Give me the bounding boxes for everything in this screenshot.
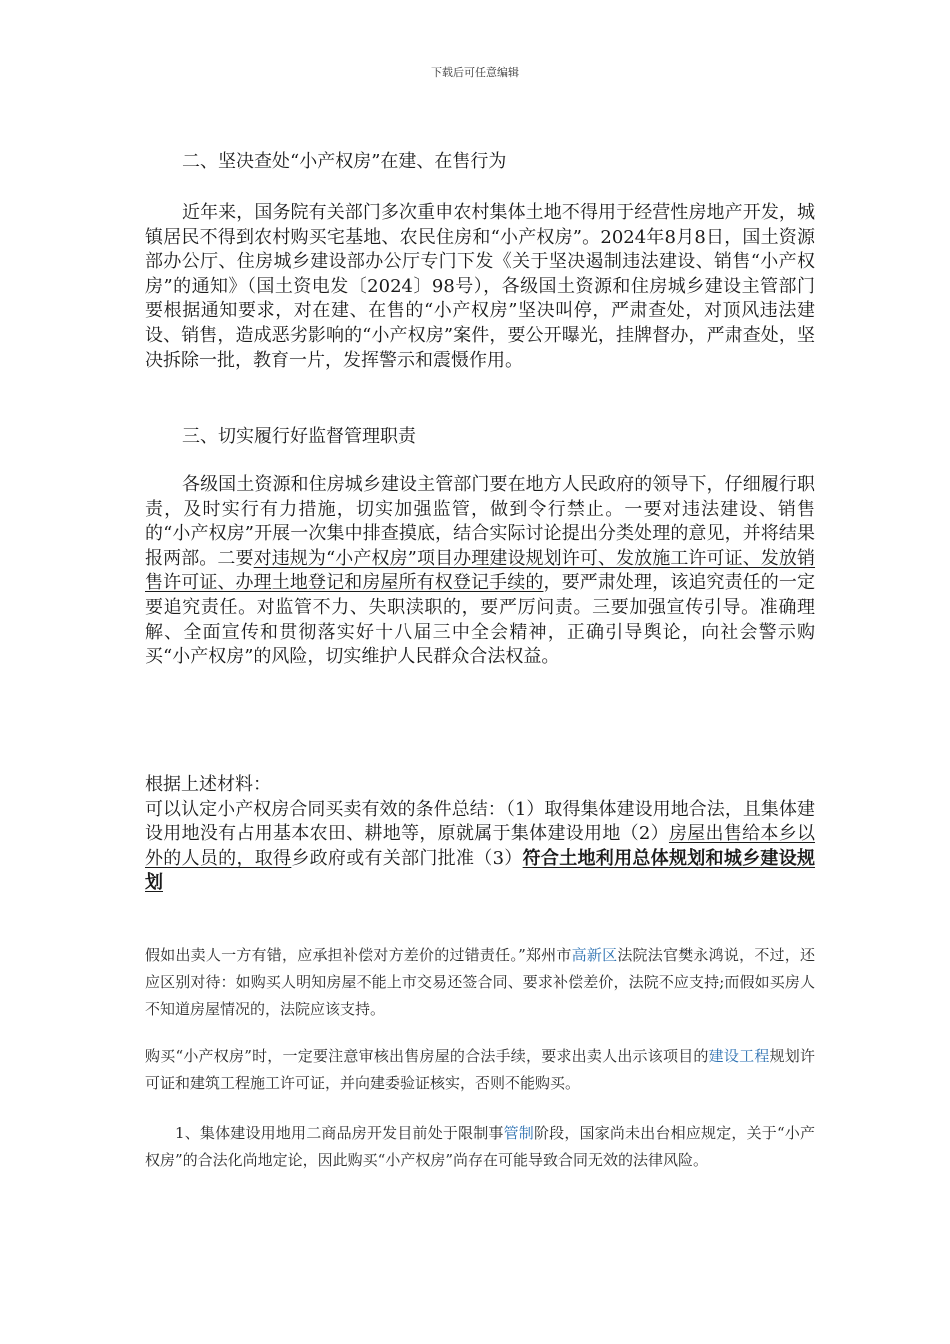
section-3-text-a: 各级国土资源和住房城乡建设主管部门要在地方人民政府的领导下，仔细履行职责，及时实行有力措施，切实加强监管，做到令行禁止。一要对违法建设、销售的“小产权房”开展一次集中排查摸底，结合实际讨论提出分类处理的意见，并将结果报两部。二要	[145, 474, 815, 569]
note-1-text-a: 假如出卖人一方有错，应承担补偿对方差价的过错责任。”郑州市	[145, 946, 572, 964]
section-3-body-wrap	[145, 473, 815, 670]
section-3	[145, 425, 815, 449]
note-3-text	[145, 1120, 815, 1174]
note-2-text-a: 购买“小产权房”时，一定要注意审核出售房屋的合法手续，要求出卖人出示该项目的	[145, 1047, 709, 1065]
note-1-text-b: 法院法官樊永鸿说，不过，还应区别对待：如购买人明知房屋不能上市交易还签合同、要求补偿差价，法院不应支持;而假如买房人不知道房屋情况的，法院应该支持。	[145, 946, 815, 1018]
section-2-body: 近年来，国务院有关部门多次重申农村集体土地不得用于经营性房地产开发，城镇居民不得到农村购买宅基地、农民住房和“小产权房”。2024年8月8日，国土资源部办公厅、住房城乡建设部办公厅专门下发《关于坚决遏制违法建设、销售“小产权房”的通知》（国土资电发〔2024〕98号），各级国土资源和住房城乡建设主管部门要根据通知要求，对在建、在售的“小产权房”坚决叫停，严肃查处，对顶风违法建设、销售，造成恶劣影响的“小产权房”案件，要公开曝光，挂牌督办，严肃查处，坚决拆除一批，教育一片，发挥警示和震慑作用。	[145, 202, 815, 371]
section-3-underlined-text: 对违规为“小产权房”项目办理建设规划许可、发放施工许可证、发放销售许可证、办理土地登记和房屋所有权登记手续的	[145, 547, 816, 594]
note-2-link[interactable]: 建设工程	[708, 1047, 770, 1065]
section-3-body	[145, 473, 815, 670]
page-header: 下载后可任意编辑	[431, 66, 519, 79]
note-2-text	[145, 1043, 815, 1097]
note-1-link[interactable]: 高新区	[571, 946, 618, 964]
summary-bold-underlined-text: 符合土地利用总体规划和城乡建设规划	[145, 847, 816, 894]
section-3-text-b: ，要严肃处理，该追究责任的一定要追究责任。对监管不力、失职渎职的，要严厉问责。三要加强宣传引导。准确理解、全面宣传和贯彻落实好十八届三中全会精神，正确引导舆论，向社会警示购买“小产权房”的风险，切实维护人民群众合法权益。	[145, 572, 816, 668]
summary-intro: 根据上述材料：	[145, 774, 271, 795]
summary	[145, 773, 815, 896]
note-2-text-b: 规划许可证和建筑工程施工许可证，并向建委验证核实，否则不能购买。	[145, 1047, 815, 1092]
section-3-heading: 三、切实履行好监督管理职责	[182, 426, 416, 447]
note-3-text-a: 1、集体建设用地用二商品房开发目前处于限制事	[175, 1124, 504, 1142]
section-2	[145, 150, 815, 174]
section-2-heading: 二、坚决查处“小产权房”在建、在售行为	[182, 151, 507, 172]
summary-underlined-text: 房屋出售给本乡以外的人员的，取得	[145, 823, 816, 869]
note-3-text-b: 阶段，国家尚未出台相应规定，关于“小产权房”的合法化尚地定论，因此购买“小产权房”尚存在可能导致合同无效的法律风险。	[145, 1124, 815, 1169]
note-3-link[interactable]: 管制	[503, 1124, 534, 1142]
note-3	[145, 1120, 815, 1174]
summary-body	[145, 798, 815, 896]
note-1-text	[145, 942, 815, 1023]
note-2	[145, 1043, 815, 1097]
summary-text-a: 可以认定小产权房合同买卖有效的条件总结：（1）取得集体建设用地合法，且集体建设用地没有占用基本农田、耕地等，原就属于集体建设用地（2）	[145, 798, 815, 845]
section-2-body-wrap	[145, 201, 815, 373]
note-1	[145, 942, 815, 1023]
summary-text-b: 乡政府或有关部门批准（3）	[291, 847, 523, 869]
